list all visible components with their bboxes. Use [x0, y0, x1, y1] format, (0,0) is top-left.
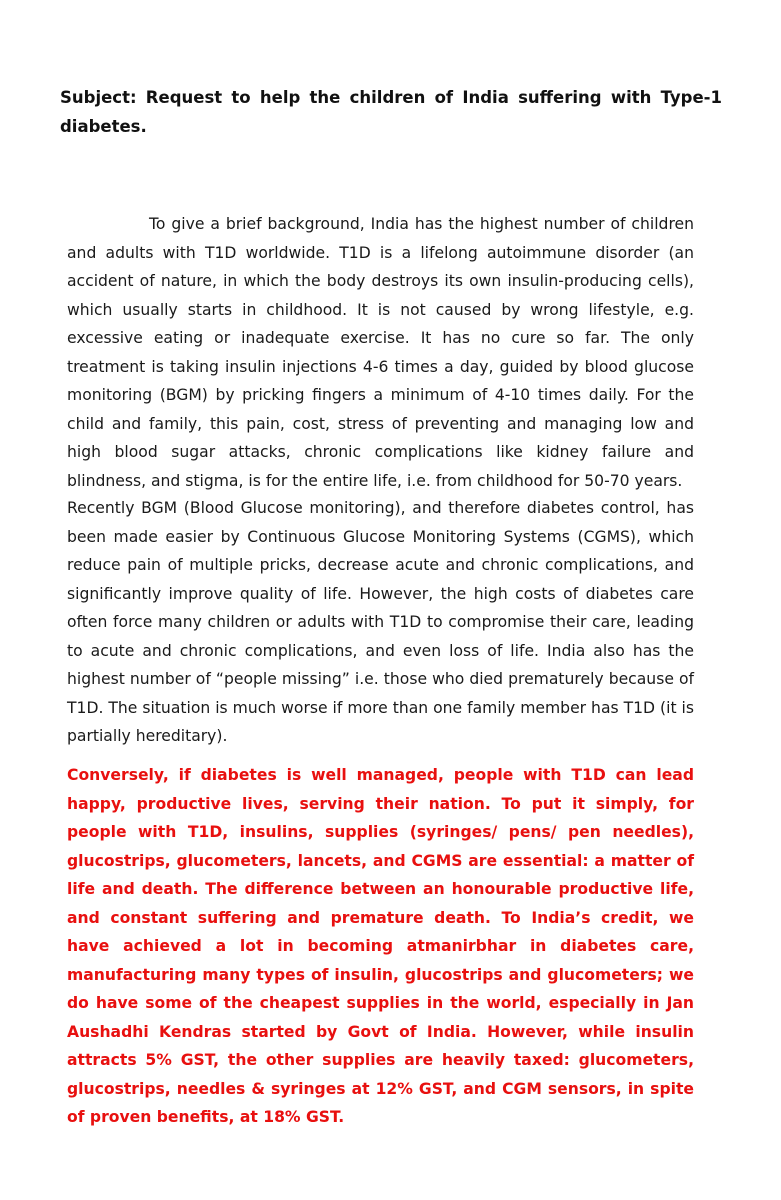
highlighted-paragraph: Conversely, if diabetes is well managed, people with T1D can lead happy, productive lives, serving their nation. To put it simply, for people with T1D, insulins, supplies (syringes/ pens/ pen needles), glucostrips, glucometers, lancets, and CGMS are essential: a matter of life and death. The difference between an honourable productive life, and constant suffering and premature death. To India’s credit, we have achieved a lot in becoming atmanirbhar in diabetes care, manufacturing many types of insulin, glucostrips and glucometers; we do have some of the cheapest supplies in the world, especially in Jan Aushadhi Kendras started by Govt of India. However, while insulin attracts 5% GST, the other supplies are heavily taxed: glucometers, glucostrips, needles & syringes at 12% GST, and CGM sensors, in spite of proven benefits, at 18% GST.	[67, 766, 694, 1126]
background-paragraph: To give a brief background, India has the highest number of children and adults with T1D worldwide. T1D is a lifelong autoimmune disorder (an accident of nature, in which the body destroys its own insulin-producing cells), which usually starts in childhood. It is not caused by wrong lifestyle, e.g. excessive eating or inadequate exercise. It has no cure so far. The only treatment is taking insulin injections 4-6 times a day, guided by blood glucose monitoring (BGM) by pricking fingers a minimum of 4-10 times daily. For the child and family, this pain, cost, stress of preventing and managing low and high blood sugar attacks, chronic complications like kidney failure and blindness, and stigma, is for the entire life, i.e. from childhood for 50-70 years.	[67, 215, 694, 490]
subject-line: Subject: Request to help the children of India suffering with Type-1 diabetes.	[60, 88, 722, 136]
cgms-paragraph: Recently BGM (Blood Glucose monitoring), and therefore diabetes control, has been made easier by Continuous Glucose Monitoring Systems (CGMS), which reduce pain of multiple pricks, decrease acute and chronic complications, and significantly improve quality of life. However, the high costs of diabetes care often force many children or adults with T1D to compromise their care, leading to acute and chronic complications, and even loss of life. India also has the highest number of “people missing” i.e. those who died prematurely because of T1D. The situation is much worse if more than one family member has T1D (it is partially hereditary).	[67, 499, 694, 745]
